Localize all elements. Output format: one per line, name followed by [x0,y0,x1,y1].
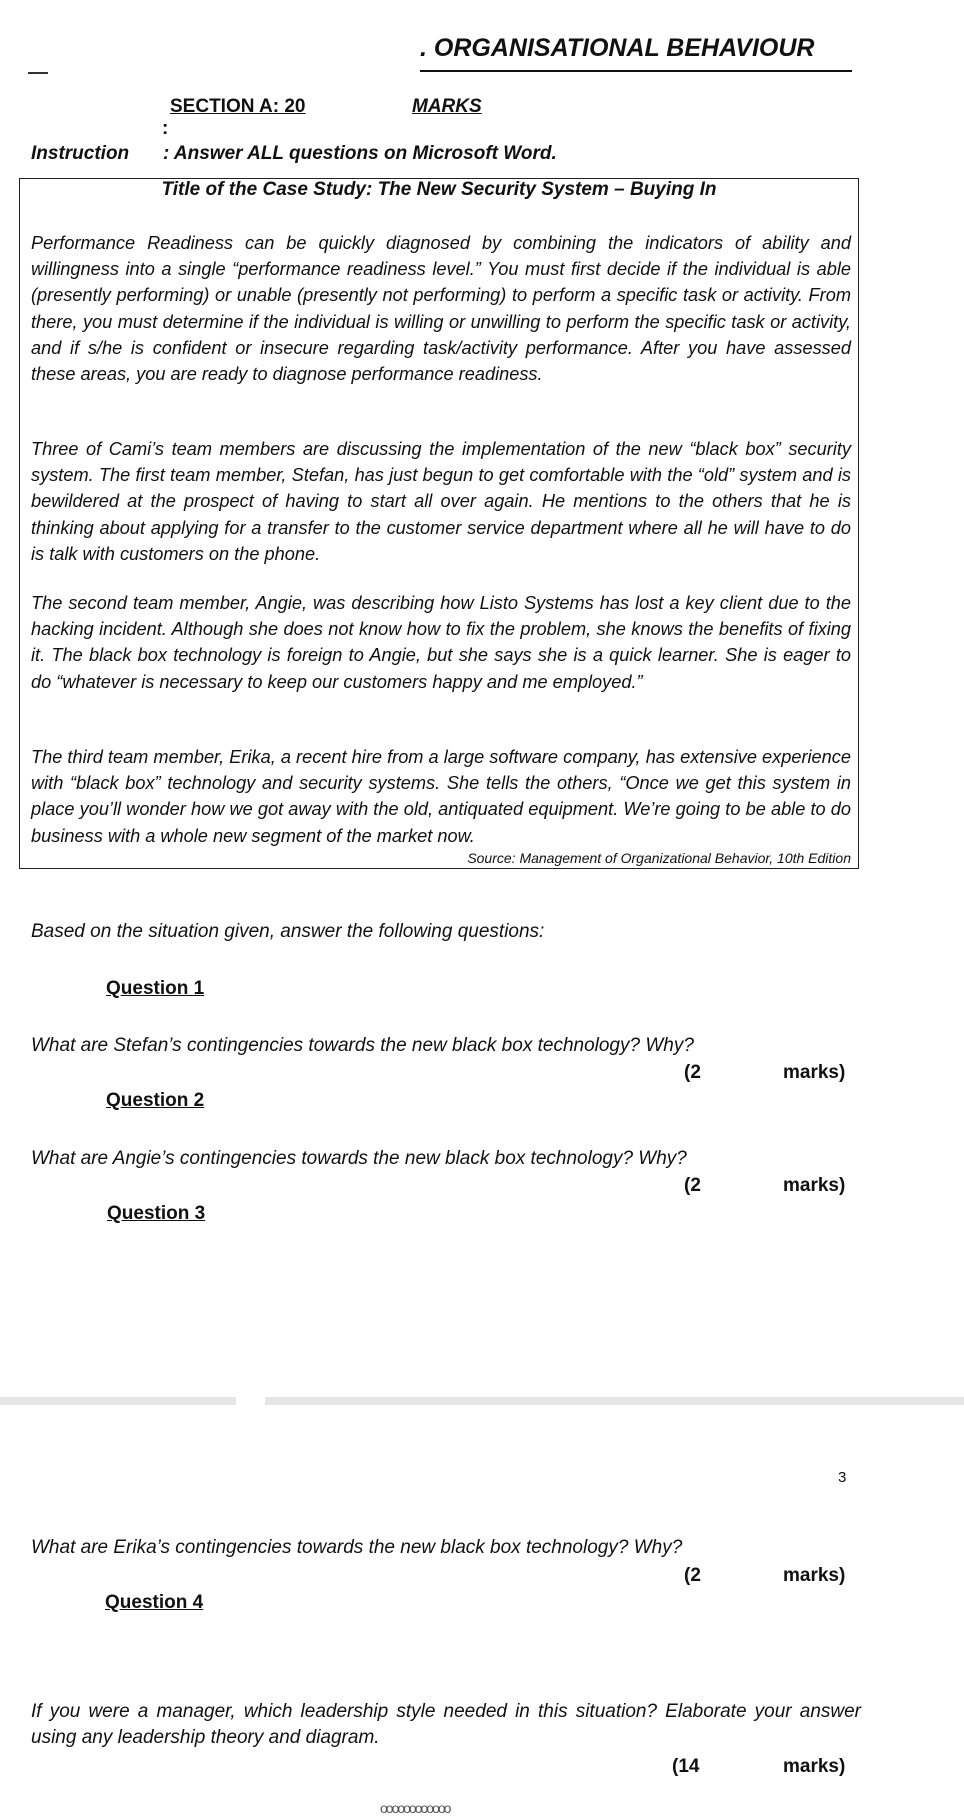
page-break [0,1397,236,1405]
section-marks-label: MARKS [412,96,482,117]
question-3-marks-word: marks) [783,1565,846,1586]
question-1-marks-word: marks) [783,1062,846,1083]
question-1-heading: Question 1 [106,978,205,999]
decorative-dash [28,72,48,74]
question-2-marks-word: marks) [783,1175,846,1196]
question-4-marks-number: (14 [672,1756,700,1777]
question-3-text: What are Erika’s contingencies towards the new black box technology? Why? [31,1537,683,1558]
instruction-text: : Answer ALL questions on Microsoft Word. [163,143,557,164]
question-2-heading: Question 2 [106,1090,205,1111]
question-3-heading: Question 3 [107,1203,206,1224]
question-1-text: What are Stefan’s contingencies towards the new black box technology? Why? [31,1035,694,1056]
question-1-marks-number: (2 [684,1062,701,1083]
case-paragraph: The third team member, Erika, a recent hire from a large software company, has extensive experience with “black box” technology and security systems. She tells the others, “Once we get this system in place you’ll wonder how we got away with the old, antiquated equipment. We’re going to be able to do business with a whole new segment of the market now. [31,747,851,846]
question-2-text: What are Angie’s contingencies towards the new black box technology? Why? [31,1148,687,1169]
question-4-heading: Question 4 [105,1592,204,1613]
case-study-title: Title of the Case Study: The New Security System – Buying In [161,179,717,200]
case-paragraph: Three of Cami’s team members are discussing the implementation of the new “black box” security system. The first team member, Stefan, has just begun to get comfortable with the “old” system and is bewildered at the prospect of having to start all over again. He mentions to the others that he is thinking about applying for a transfer to the customer service department where all he will have to do is talk with customers on the phone. [31,439,851,564]
question-4-marks-word: marks) [783,1756,846,1777]
section-label: SECTION A: 20 [170,96,306,117]
question-3-marks-number: (2 [684,1565,701,1586]
case-source: Source: Management of Organizational Behavior, 10th Edition [467,850,851,866]
page-break [265,1397,964,1405]
instruction-label: Instruction [31,143,130,164]
bottom-decoration: oooooooooooo [380,1800,450,1816]
document-title: . ORGANISATIONAL BEHAVIOUR [420,34,815,62]
questions-lead-in: Based on the situation given, answer the following questions: [31,921,545,942]
case-paragraph: Performance Readiness can be quickly diagnosed by combining the indicators of ability and willingness into a single “performance readiness level.” You must first decide if the individual is able (presently performing) or unable (presently not performing) to perform a specific task or activity. From there, you must determine if the individual is willing or unwilling to perform the specific task or activity, and if s/he is confident or insecure regarding task/activity performance. After you have assessed these areas, you are ready to diagnose performance readiness. [31,233,851,385]
page-number: 3 [838,1469,847,1486]
section-colon: : [162,118,169,139]
question-4-text: If you were a manager, which leadership style needed in this situation? Elaborate your answer using any leadership theory and diagram. [31,1701,861,1748]
question-2-marks-number: (2 [684,1175,701,1196]
title-underline [420,70,852,72]
case-paragraph: The second team member, Angie, was describing how Listo Systems has lost a key client due to the hacking incident. Although she does not know how to fix the problem, she knows the benefits of fixing it. The black box technology is foreign to Angie, but she says she is a quick learner. She is eager to do “whatever is necessary to keep our customers happy and me employed.” [31,593,851,692]
